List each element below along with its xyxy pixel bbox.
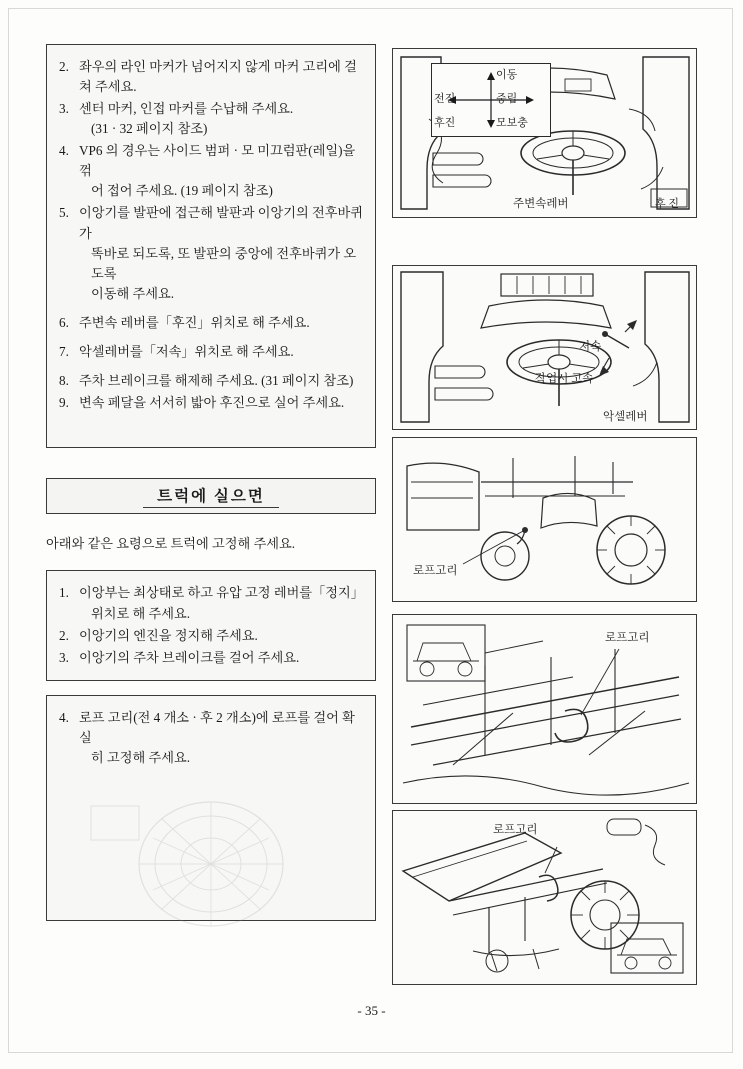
step-list-loading [59, 57, 363, 413]
list-item [59, 342, 363, 362]
label-forward: 전진 [434, 93, 456, 105]
step-number: 5. [59, 205, 69, 221]
step-line: 로프 고리(전 4 개소 · 후 2 개소)에 로프를 걸어 확실 [79, 709, 355, 745]
step-list-truck-fix [59, 583, 363, 667]
step-text [79, 203, 363, 303]
label-work-high-speed: 작업시 고속 [535, 373, 594, 385]
instruction-panel-truck-fix [46, 570, 376, 680]
label-move: 이동 [496, 69, 518, 81]
step-text [79, 57, 363, 97]
list-item [59, 57, 363, 97]
step-text [79, 626, 363, 646]
step-number: 8. [59, 372, 69, 388]
step-text [79, 99, 363, 139]
instruction-panel-rope [46, 695, 376, 921]
figure-caption-rope-hook-rear: 로프고리 [493, 824, 538, 836]
page-title: 트럭에 실으면 [143, 484, 279, 508]
step-text [79, 393, 363, 413]
shift-pattern-callout [431, 63, 551, 137]
figure-caption-main-shift-lever: 주변속레버 [513, 198, 569, 210]
step-line: 악셀레버를「저속」위치로 해 주세요. [79, 343, 294, 359]
step-text [79, 371, 363, 391]
step-line: 똑바로 되도록, 또 발판의 중앙에 전후바퀴가 오도록 [91, 245, 357, 281]
list-item [59, 626, 363, 646]
label-low-speed: 저속 [579, 341, 602, 353]
illustration-cockpit-2 [393, 266, 696, 429]
step-text [79, 648, 363, 668]
step-line: 주변속 레버를「후진」위치로 해 주세요. [79, 314, 310, 330]
label-reverse: 후진 [434, 117, 456, 129]
step-text [79, 313, 363, 333]
spacer [59, 364, 363, 371]
step-number: 7. [59, 343, 69, 359]
figure-caption-accel-lever: 악셀레버 [603, 411, 648, 423]
list-item [59, 99, 363, 139]
page-number: - 35 - [357, 1003, 386, 1018]
step-number: 4. [59, 143, 69, 159]
step-line: 이앙기의 엔진을 정지해 주세요. [79, 627, 258, 643]
step-line: 센터 마커, 인접 마커를 수납해 주세요. [79, 101, 294, 117]
step-line: 이앙기를 발판에 접근해 발판과 이앙기의 전후바퀴가 [79, 205, 364, 241]
step-number: 3. [59, 101, 69, 117]
figure-accel-lever [392, 265, 697, 430]
instruction-panel-loading [46, 44, 376, 448]
list-item [59, 708, 363, 768]
list-item [59, 371, 363, 391]
step-line: 히 고정해 주세요. [91, 749, 191, 765]
figure-main-shift-lever [392, 48, 697, 218]
section-heading-box [46, 478, 376, 514]
step-number: 6. [59, 314, 69, 330]
step-line: 이앙기의 주차 브레이크를 걸어 주세요. [79, 649, 300, 665]
illustration-machine-side [393, 615, 696, 803]
step-line: VP6 의 경우는 사이드 범퍼 · 모 미끄럼판(레일)을 꺾 [79, 143, 356, 179]
step-number: 1. [59, 585, 69, 601]
step-line: 이앙부는 최상태로 하고 유압 고정 레버를「정지」 [79, 585, 364, 601]
left-column [46, 44, 376, 921]
step-line: 어 접어 주세요. (19 페이지 참조) [91, 183, 273, 199]
list-item [59, 393, 363, 413]
step-line: (31 · 32 페이지 참조) [91, 121, 208, 137]
step-text [79, 583, 363, 623]
figure-caption-rope-hook-front: 로프고리 [413, 565, 458, 577]
list-item [59, 313, 363, 333]
step-number: 9. [59, 394, 69, 410]
figure-rope-hook-front [392, 437, 697, 602]
corner-mark-reverse: 후 진 [655, 198, 680, 210]
step-text [79, 342, 363, 362]
step-number: 2. [59, 627, 69, 643]
illustration-machine-rear [393, 811, 696, 984]
spacer [59, 335, 363, 342]
step-number: 3. [59, 649, 69, 665]
label-neutral: 중립 [496, 93, 518, 105]
list-item [59, 648, 363, 668]
step-number: 4. [59, 709, 69, 725]
label-planting: 모보충 [496, 117, 528, 129]
step-list-rope [59, 708, 363, 768]
spacer [59, 306, 363, 313]
figure-caption-rope-hook-side: 로프고리 [605, 632, 650, 644]
step-line: 위치로 해 주세요. [91, 605, 191, 621]
list-item [59, 141, 363, 201]
step-line: 이동해 주세요. [91, 285, 175, 301]
step-line: 주차 브레이크를 해제해 주세요. (31 페이지 참조) [79, 372, 354, 388]
list-item [59, 583, 363, 623]
figure-rope-hook-side [392, 614, 697, 804]
figure-rope-hook-rear [392, 810, 697, 985]
background-illustration-faint [61, 786, 361, 936]
step-number: 2. [59, 59, 69, 74]
step-text [79, 141, 363, 201]
list-item [59, 203, 363, 303]
step-line: 변속 페달을 서서히 밟아 후진으로 실어 주세요. [79, 394, 345, 410]
step-line: 좌우의 라인 마커가 넘어지지 않게 마커 고리에 걸쳐 주세요. [79, 59, 357, 95]
step-text [79, 708, 363, 768]
section-intro-text: 아래와 같은 요령으로 트럭에 고정해 주세요. [46, 536, 296, 551]
